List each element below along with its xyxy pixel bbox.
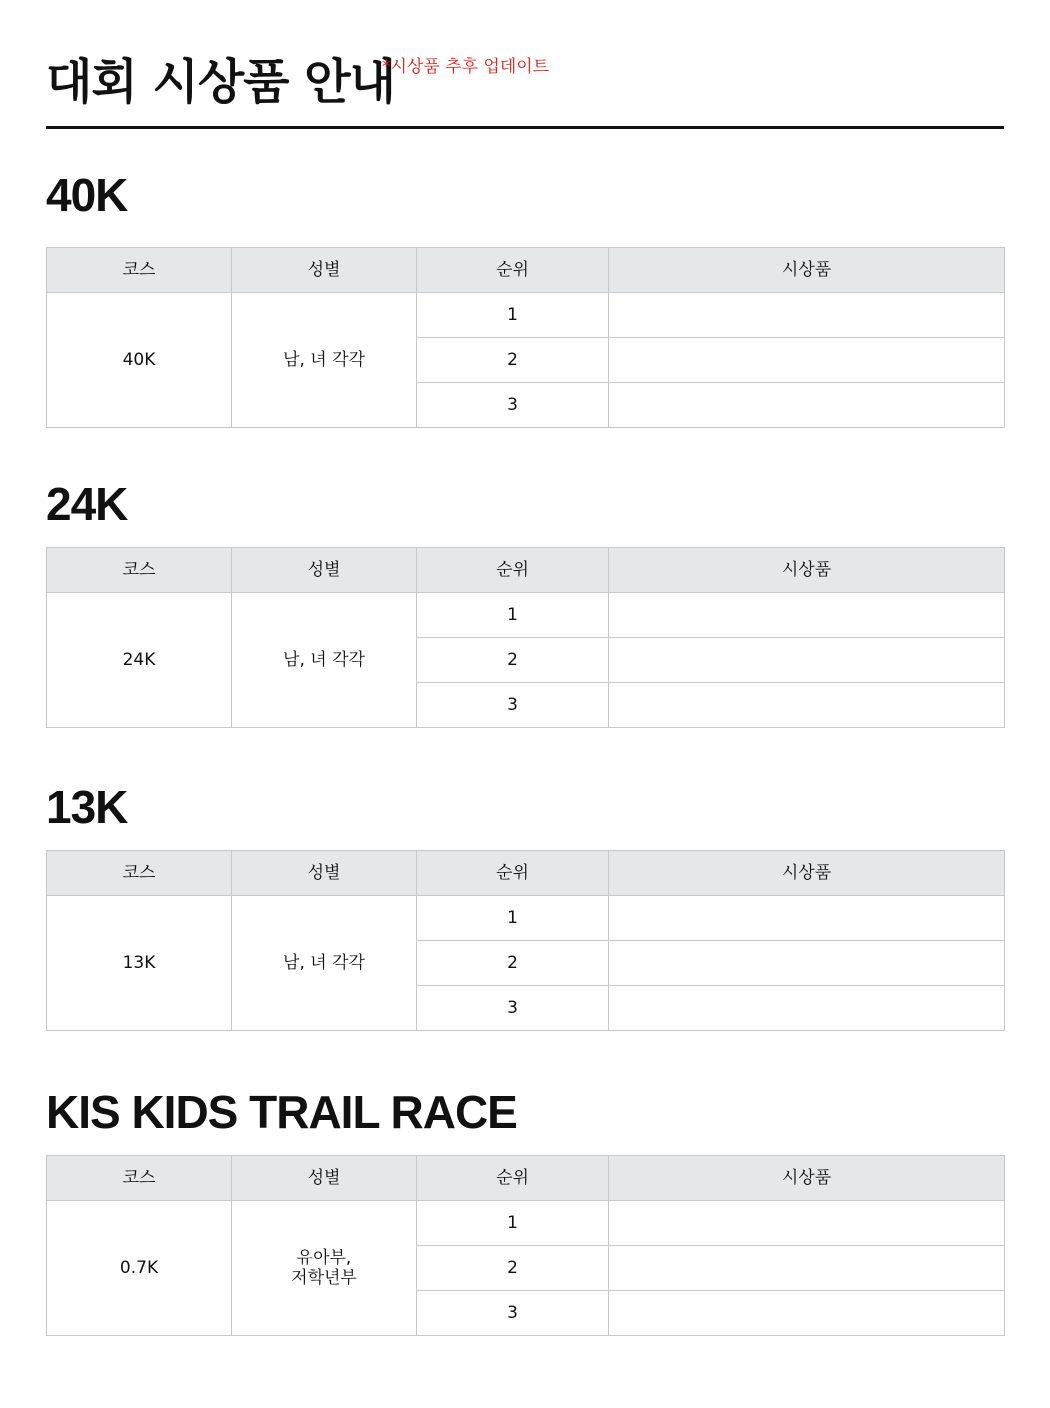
course-cell: 13K [47,896,232,1031]
prize-cell [609,896,1005,941]
section-heading: 40K [46,169,128,221]
course-cell: 24K [47,593,232,728]
title-divider [46,126,1004,129]
section-13k [46,780,1004,1018]
prize-cell [609,1201,1005,1246]
table-header-row [47,248,1005,293]
table-header-row [47,548,1005,593]
table-row [47,896,1005,941]
gender-cell: 유아부, 저학년부 [232,1201,417,1336]
rank-cell: 2 [417,941,609,986]
column-header-gender: 성별 [232,1156,417,1201]
prize-cell [609,1246,1005,1291]
prize-table [46,247,1005,428]
rank-cell: 2 [417,1246,609,1291]
rank-cell: 3 [417,1291,609,1336]
rank-cell: 1 [417,593,609,638]
column-header-prize: 시상품 [609,248,1005,293]
table-row [47,1201,1005,1246]
prize-cell [609,383,1005,428]
prize-cell [609,293,1005,338]
section-heading: KIS KIDS TRAIL RACE [46,1086,517,1138]
column-header-rank: 순위 [417,1156,609,1201]
course-cell: 40K [47,293,232,428]
table-header-row [47,1156,1005,1201]
prize-cell [609,941,1005,986]
prize-cell [609,593,1005,638]
rank-cell: 1 [417,896,609,941]
column-header-rank: 순위 [417,248,609,293]
gender-cell: 남, 녀 각각 [232,593,417,728]
column-header-gender: 성별 [232,548,417,593]
column-header-rank: 순위 [417,548,609,593]
section-24k [46,477,1004,715]
column-header-gender: 성별 [232,851,417,896]
prize-table [46,850,1005,1031]
column-header-course: 코스 [47,1156,232,1201]
prize-cell [609,338,1005,383]
section-heading: 24K [46,478,128,530]
prize-cell [609,683,1005,728]
section-40k [46,168,1004,415]
page-title: 대회 시상품 안내 [46,54,395,110]
prize-table [46,547,1005,728]
column-header-gender: 성별 [232,248,417,293]
prize-cell [609,638,1005,683]
rank-cell: 2 [417,338,609,383]
prize-table [46,1155,1005,1336]
gender-cell: 남, 녀 각각 [232,293,417,428]
table-header-row [47,851,1005,896]
column-header-prize: 시상품 [609,851,1005,896]
rank-cell: 3 [417,986,609,1031]
course-cell: 0.7K [47,1201,232,1336]
column-header-prize: 시상품 [609,548,1005,593]
page-header [46,50,1004,132]
column-header-prize: 시상품 [609,1156,1005,1201]
rank-cell: 3 [417,683,609,728]
rank-cell: 2 [417,638,609,683]
table-row [47,593,1005,638]
rank-cell: 1 [417,293,609,338]
prize-cell [609,1291,1005,1336]
column-header-course: 코스 [47,851,232,896]
update-note: *시상품 추후 업데이트 [382,57,550,77]
gender-cell: 남, 녀 각각 [232,896,417,1031]
section-kids-trail-race [46,1085,1004,1323]
section-heading: 13K [46,781,128,833]
column-header-course: 코스 [47,548,232,593]
rank-cell: 1 [417,1201,609,1246]
rank-cell: 3 [417,383,609,428]
prize-cell [609,986,1005,1031]
table-row [47,293,1005,338]
column-header-rank: 순위 [417,851,609,896]
column-header-course: 코스 [47,248,232,293]
